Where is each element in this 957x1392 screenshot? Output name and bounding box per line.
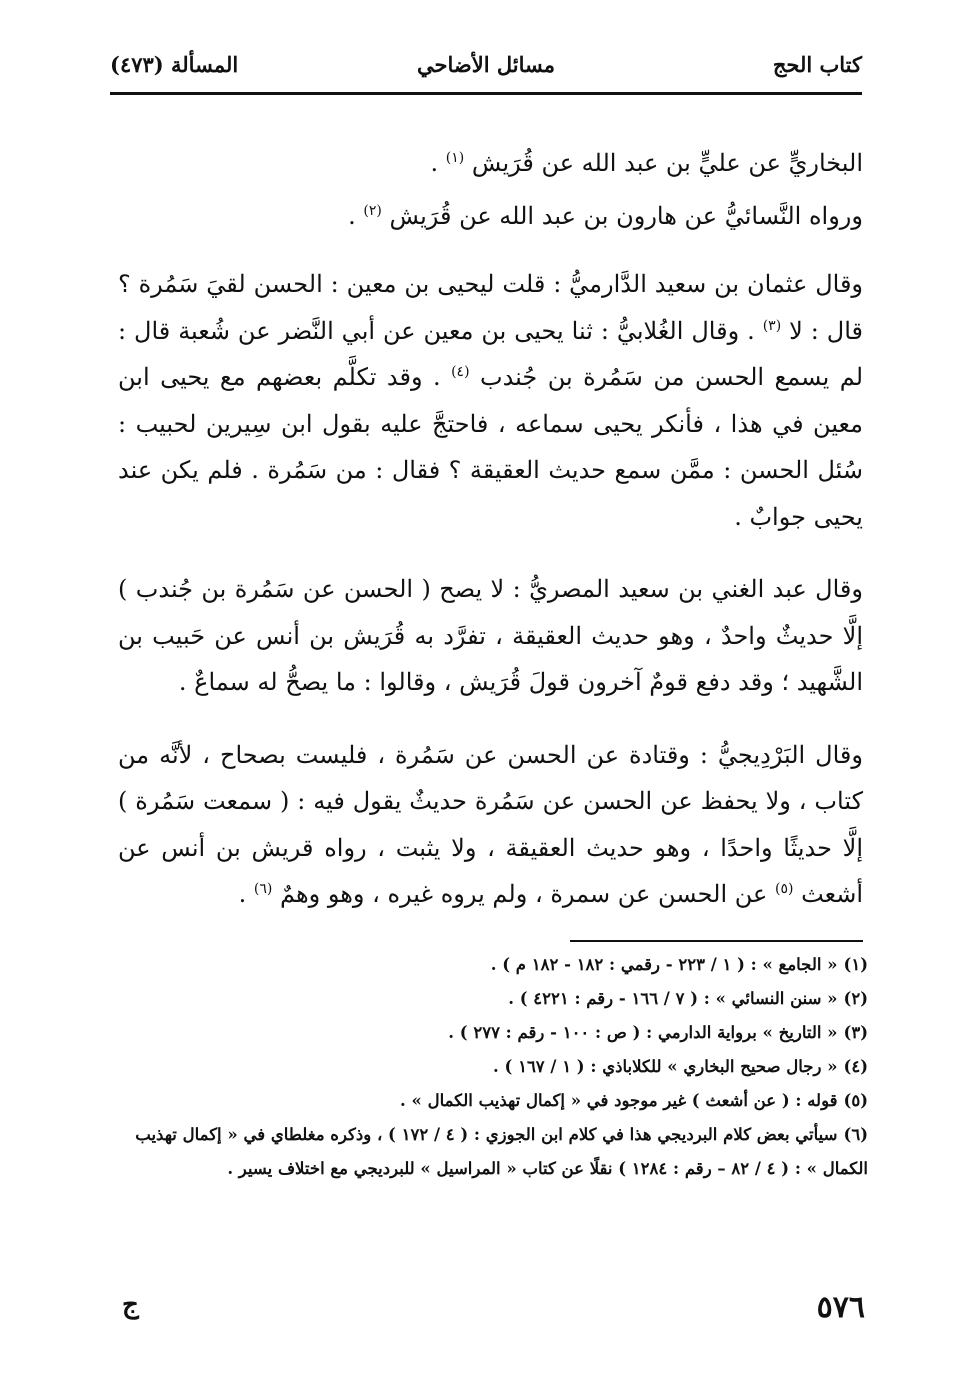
footnote-ref-2[interactable]: (٢) [363, 202, 382, 219]
footnote-ref-3[interactable]: (٣) [762, 317, 782, 334]
footnote-ref-6[interactable]: (٦) [253, 881, 273, 897]
footnote-4 [118, 1050, 868, 1084]
main-text [118, 140, 863, 918]
book-title: كتاب الحج [772, 52, 862, 77]
footnote-1 [118, 948, 868, 982]
page-header [110, 48, 862, 92]
footnote-number: (٥) [843, 1091, 868, 1110]
paragraph-5-part-a: وقال البَرْدِيجيُّ : وقتادة عن الحسن عن سَمُرة ، فليست بصحاح ، لأنَّه من كتاب ، ولا يحفظ عن الحسن عن سَمُرة حديثٌ يقول فيه : ( سمعت سَمُرة ) إلَّا حديثًا واحدًا ، وهو حديث العقيقة ، ولا يثبت ، رواه قريش بن أنس عن أشعث [118, 740, 863, 908]
footnote-number: (١) [843, 955, 868, 974]
paragraph-3-part-c: . وقد تكلَّم بعضهم مع يحيى ابن معين في هذا ، فأنكر يحيى سماعه ، فاحتجَّ عليه بقول ابن سِيرين لحبيب : سُئل الحسن : ممَّن سمع حديث العقيقة ؟ فقال : من سَمُرة . فلم يكن عند يحيى جوابٌ . [118, 363, 863, 531]
paragraph-5 [118, 732, 863, 918]
footnote-separator [570, 940, 863, 942]
footnote-text: سيأتي بعض كلام البرديجي هذا في كلام ابن الجوزي : ( ٤ / ١٧٢ ) ، وذكره مغلطاي في « إكمال تهذيب الكمال » : ( ٤ / ٨٢ – رقم : ١٢٨٤ ) نقلًا عن كتاب « المراسيل » للبرديجي مع اختلاف يسير . [135, 1125, 868, 1178]
issue-number: المسألة (٤٧٣) [110, 52, 239, 77]
footnote-6 [118, 1118, 868, 1186]
footnote-3 [118, 1016, 868, 1050]
paragraph-4: وقال عبد الغني بن سعيد المصريُّ : لا يصح ( الحسن عن سَمُرة بن جُندب ) إلَّا حديثٌ واحدٌ ، وهو حديث العقيقة ، تفرَّد به قُرَيش بن أنس عن حَبيب بن الشَّهيد ؛ وقد دفع قومٌ آخرون قولَ قُرَيش ، وقالوا : ما يصحُّ له سماعٌ . [118, 575, 863, 696]
page-number: ٥٧٦ [816, 1290, 865, 1325]
footnote-ref-5[interactable]: (٥) [774, 881, 794, 897]
footnote-number: (٣) [843, 1023, 868, 1042]
paragraph-5-part-b: عن الحسن عن سمرة ، ولم يروه غيره ، وهو وهمٌ [279, 880, 775, 908]
paragraph-1-end: . [430, 149, 446, 177]
footnote-text: « التاريخ » برواية الدارمي : ( ص : ١٠٠ - رقم : ٢٧٧ ) . [448, 1023, 838, 1042]
chapter-title: مسائل الأضاحي [417, 52, 555, 77]
paragraph-2-end: . [348, 201, 364, 230]
footnote-text: « سنن النسائي » : ( ٧ / ١٦٦ - رقم : ٤٢٢١ ) . [508, 989, 838, 1008]
signature-mark: ج [122, 1290, 139, 1320]
footnote-ref-4[interactable]: (٤) [451, 364, 470, 380]
footnote-5 [118, 1084, 868, 1118]
footnote-number: (٤) [843, 1057, 868, 1076]
footnote-ref-1[interactable]: (١) [445, 150, 465, 166]
footnotes [118, 948, 868, 1186]
paragraph-1 [118, 140, 863, 187]
footnote-number: (٢) [843, 989, 868, 1008]
footnote-text: « الجامع » : ( ١ / ٢٢٣ - رقمي : ١٨٢ - ١٨٢ م ) . [490, 955, 838, 974]
paragraph-3-part-b: . وقال الغُلابيُّ : ثنا يحيى بن معين عن أبي النَّضر عن شُعبة قال : لم يسمع الحسن من سَمُرة بن جُندب [118, 316, 863, 391]
footnote-text: « رجال صحيح البخاري » للكلاباذي : ( ١ / ١٦٧ ) . [493, 1057, 838, 1076]
paragraph-3-part-a: وقال عثمان بن سعيد الدَّارميُّ : قلت ليحيى بن معين : الحسن لقيَ سَمُرة ؟ قال : لا [118, 270, 863, 345]
footnote-text: قوله : ( عن أشعث ) غير موجود في « إكمال تهذيب الكمال » . [400, 1091, 838, 1110]
footnote-number: (٦) [843, 1125, 868, 1144]
paragraph-1-text: البخاريٍّ عن عليٍّ بن عبد الله عن قُرَيش [471, 149, 863, 177]
footnote-2 [118, 982, 868, 1016]
paragraph-2-text: ورواه النَّسائيُّ عن هارون بن عبد الله عن قُرَيش [389, 201, 863, 230]
paragraph-2 [118, 193, 863, 240]
paragraph-5-end: . [238, 880, 254, 908]
header-rule [110, 92, 862, 95]
paragraph-3 [118, 261, 863, 540]
